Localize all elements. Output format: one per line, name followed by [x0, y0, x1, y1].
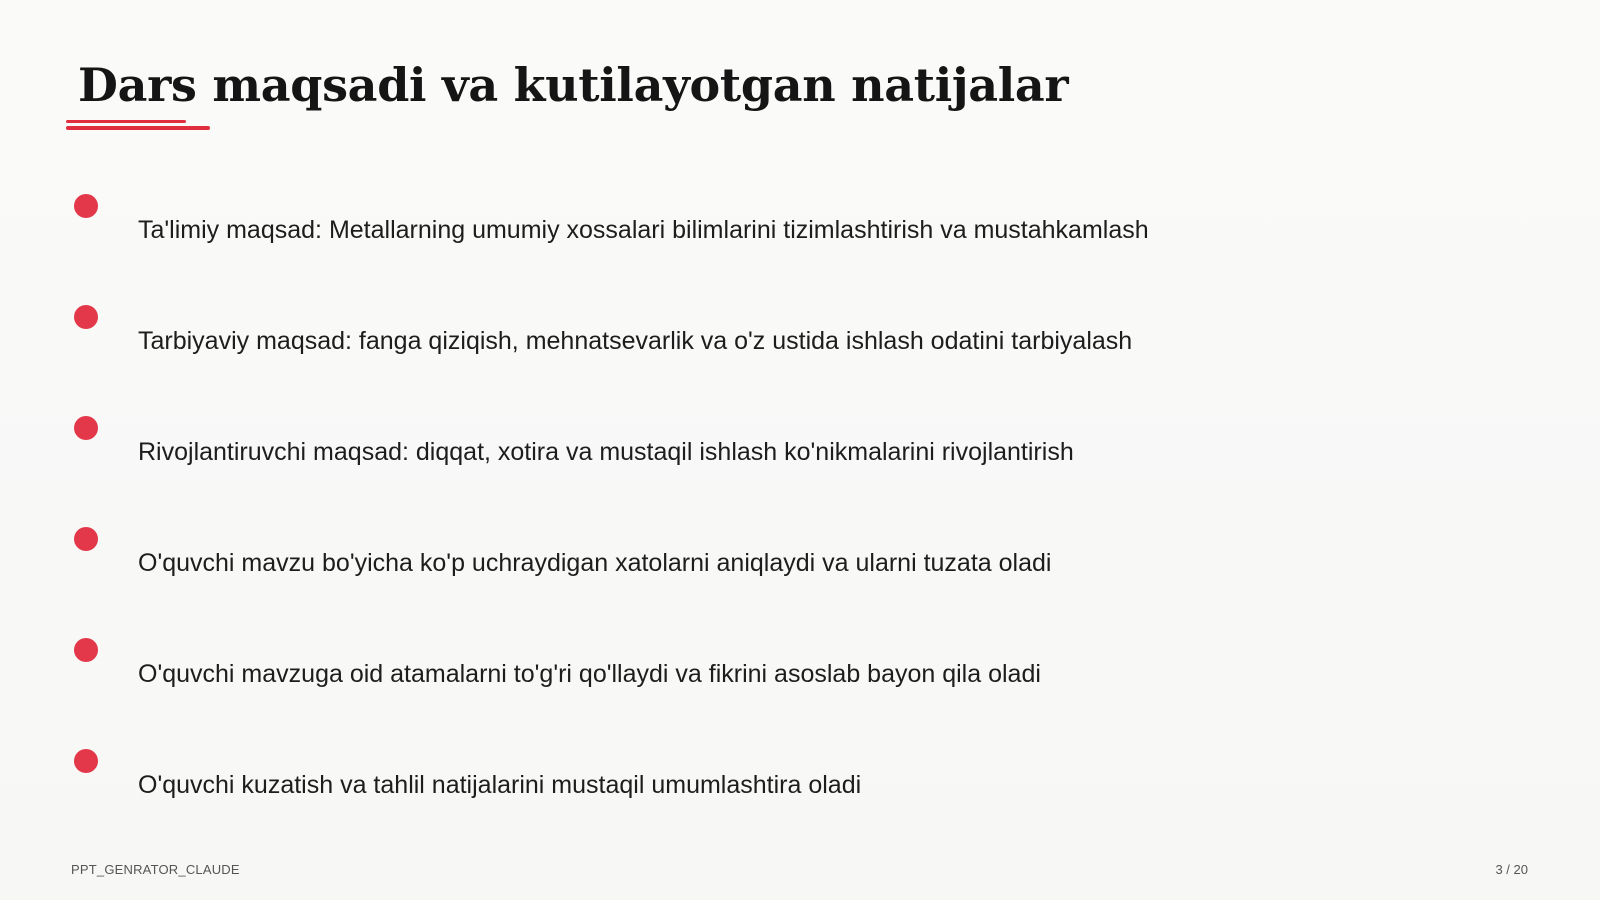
- bullet-dot-icon: [74, 638, 98, 662]
- title-underline-accent: [66, 120, 210, 130]
- list-item: [0, 194, 1500, 254]
- bullet-text: Rivojlantiruvchi maqsad: diqqat, xotira va mustaqil ishlash ko'nikmalarini rivojlantirish: [138, 438, 1074, 466]
- list-item: [0, 416, 1500, 476]
- list-item: [0, 638, 1500, 698]
- bullet-text: O'quvchi kuzatish va tahlil natijalarini mustaqil umumlashtira oladi: [138, 771, 862, 799]
- title-underline-thick: [66, 126, 210, 130]
- page-indicator: 3 / 20: [1495, 862, 1528, 877]
- bullet-text: O'quvchi mavzuga oid atamalarni to'g'ri qo'llaydi va fikrini asoslab bayon qila oladi: [138, 660, 1041, 688]
- footer-source-label: PPT_GENRATOR_CLAUDE: [71, 862, 240, 877]
- list-item: [0, 527, 1500, 587]
- bullet-text: Tarbiyaviy maqsad: fanga qiziqish, mehnatsevarlik va o'z ustida ishlash odatini tarbiyalash: [138, 327, 1133, 355]
- list-item: [0, 749, 1500, 809]
- bullet-dot-icon: [74, 194, 98, 218]
- bullet-dot-icon: [74, 416, 98, 440]
- bullet-dot-icon: [74, 749, 98, 773]
- list-item: [0, 305, 1500, 365]
- bullet-dot-icon: [74, 305, 98, 329]
- slide-title: Dars maqsadi va kutilayotgan natijalar: [78, 58, 1069, 112]
- bullet-text: O'quvchi mavzu bo'yicha ko'p uchraydigan xatolarni aniqlaydi va ularni tuzata oladi: [138, 549, 1052, 577]
- title-underline-thin: [66, 120, 186, 123]
- bullet-text: Ta'limiy maqsad: Metallarning umumiy xossalari bilimlarini tizimlashtirish va mustahkamlash: [138, 216, 1149, 244]
- bullet-dot-icon: [74, 527, 98, 551]
